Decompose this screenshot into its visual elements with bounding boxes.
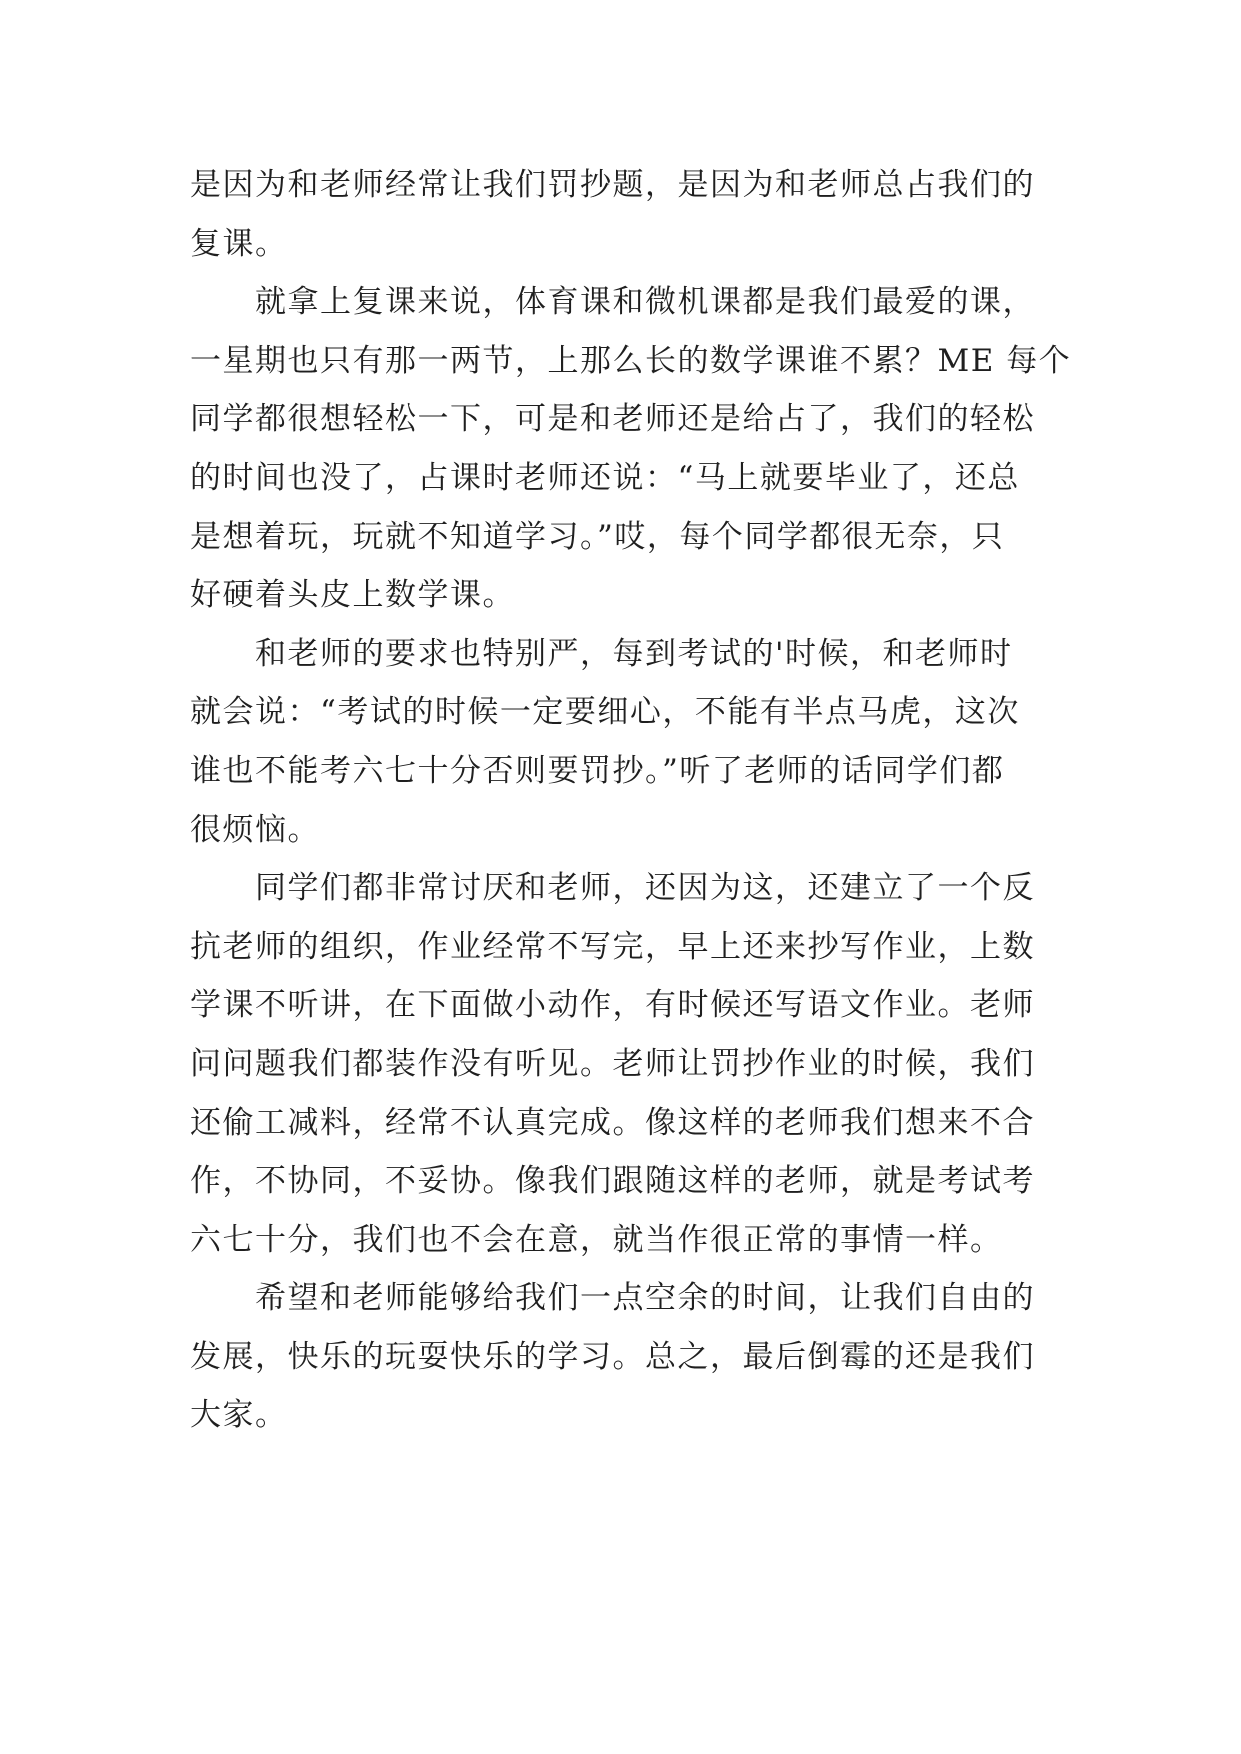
paragraph-2	[190, 273, 1070, 625]
text-line: 就拿上复课来说，体育课和微机课都是我们最爱的课，	[190, 284, 1035, 321]
text-line: 是因为和老师经常让我们罚抄题，是因为和老师总占我们的	[190, 167, 1035, 203]
text-line: 谁也不能考六七十分否则要罚抄。”听了老师的话同学们都	[190, 752, 1005, 789]
text-line: 好硬着头皮上数学课。	[190, 577, 515, 614]
text-line: 一星期也只有那一两节，上那么长的数学课谁不累？ME 每个	[190, 342, 1072, 379]
paragraph-1	[190, 156, 1070, 273]
text-line: 大家。	[190, 1397, 288, 1434]
text-line: 还偷工减料，经常不认真完成。像这样的老师我们想来不合	[190, 1104, 1035, 1141]
text-line: 希望和老师能够给我们一点空余的时间，让我们自由的	[190, 1280, 1035, 1317]
text-line: 复课。	[190, 225, 288, 262]
text-line: 同学们都非常讨厌和老师，还因为这，还建立了一个反	[190, 870, 1035, 907]
text-line: 发展，快乐的玩耍快乐的学习。总之，最后倒霉的还是我们	[190, 1338, 1035, 1375]
paragraph-5	[190, 1269, 1070, 1445]
text-line: 很烦恼。	[190, 811, 320, 848]
text-line: 六七十分，我们也不会在意，就当作很正常的事情一样。	[190, 1221, 1003, 1258]
text-line: 就会说：“考试的时候一定要细心，不能有半点马虎，这次	[190, 694, 1020, 731]
text-line: 学课不听讲，在下面做小动作，有时候还写语文作业。老师	[190, 987, 1035, 1024]
text-line: 的时间也没了，占课时老师还说：“马上就要毕业了，还总	[190, 459, 1020, 496]
text-line: 问问题我们都装作没有听见。老师让罚抄作业的时候，我们	[190, 1045, 1035, 1082]
paragraph-3	[190, 625, 1070, 859]
text-line: 和老师的要求也特别严，每到考试的'时候，和老师时	[190, 635, 1013, 672]
text-line: 是想着玩，玩就不知道学习。”哎，每个同学都很无奈，只	[190, 518, 1005, 555]
document-body	[190, 156, 1070, 1445]
text-line: 同学都很想轻松一下，可是和老师还是给占了，我们的轻松	[190, 401, 1035, 438]
text-line: 抗老师的组织，作业经常不写完，早上还来抄写作业，上数	[190, 928, 1035, 965]
text-line: 作，不协同，不妥协。像我们跟随这样的老师，就是考试考	[190, 1163, 1035, 1200]
paragraph-4	[190, 859, 1070, 1269]
